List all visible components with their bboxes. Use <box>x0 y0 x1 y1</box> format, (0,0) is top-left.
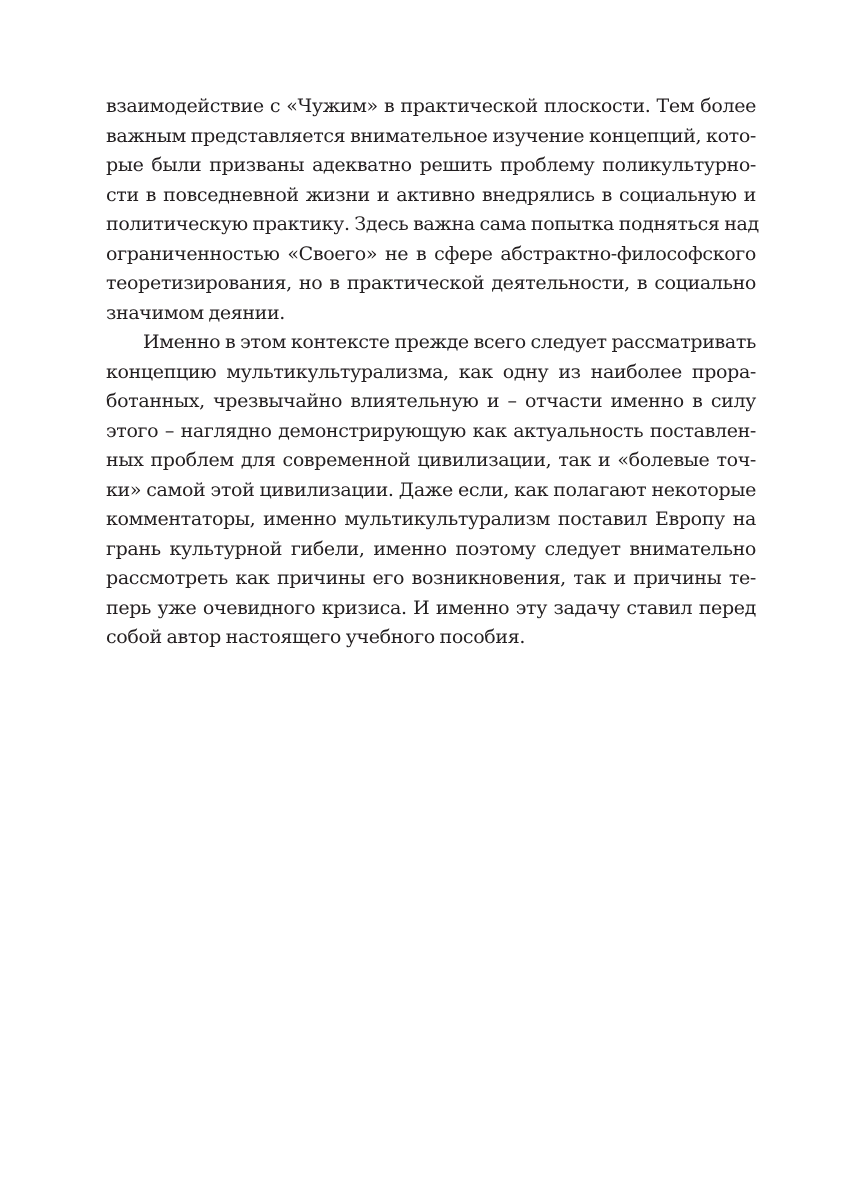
text-line: взаимодействие с «Чужим» в практической плоскости. Тем более <box>106 95 756 117</box>
text-line: грань культурной гибели, именно поэтому следует внимательно <box>106 537 756 560</box>
text-line: политическую практику. Здесь важна сама попытка подняться над <box>106 213 759 235</box>
text-line: ограниченностью «Своего» не в сфере абстрактно-философского <box>106 242 756 265</box>
text-line: этого – наглядно демонстрирующую как актуальность поставлен- <box>106 419 756 442</box>
text-line: важным представляется внимательное изучение концепций, кото- <box>106 124 756 147</box>
text-line: ных проблем для современной цивилизации, так и «болевые точ- <box>106 449 756 471</box>
text-line: собой автор настоящего учебного пособия. <box>106 626 526 648</box>
text-line: рые были призваны адекватно решить проблему поликультурно- <box>106 154 756 176</box>
text-line: концепцию мультикультурализма, как одну из наиболее прора- <box>106 360 756 383</box>
paragraph-1 <box>106 92 759 328</box>
text-line: сти в повседневной жизни и активно внедрялись в социальную и <box>106 183 756 206</box>
text-line: ки» самой этой цивилизации. Даже если, как полагают некоторые <box>106 478 756 501</box>
text-line: значимом деянии. <box>106 301 285 324</box>
paragraph-2 <box>106 328 756 653</box>
text-line: рассмотреть как причины его возникновения, так и причины те- <box>106 567 756 589</box>
text-line: комментаторы, именно мультикультурализм поставил Европу на <box>106 508 756 530</box>
text-line: теоретизирования, но в практической деятельности, в социально <box>106 272 756 294</box>
text-line: Именно в этом контексте прежде всего следует рассматривать <box>143 331 756 353</box>
body-text <box>106 92 759 653</box>
text-line: ботанных, чрезвычайно влиятельную и – отчасти именно в силу <box>106 390 756 412</box>
text-line: перь уже очевидного кризиса. И именно эту задачу ставил перед <box>106 596 756 619</box>
